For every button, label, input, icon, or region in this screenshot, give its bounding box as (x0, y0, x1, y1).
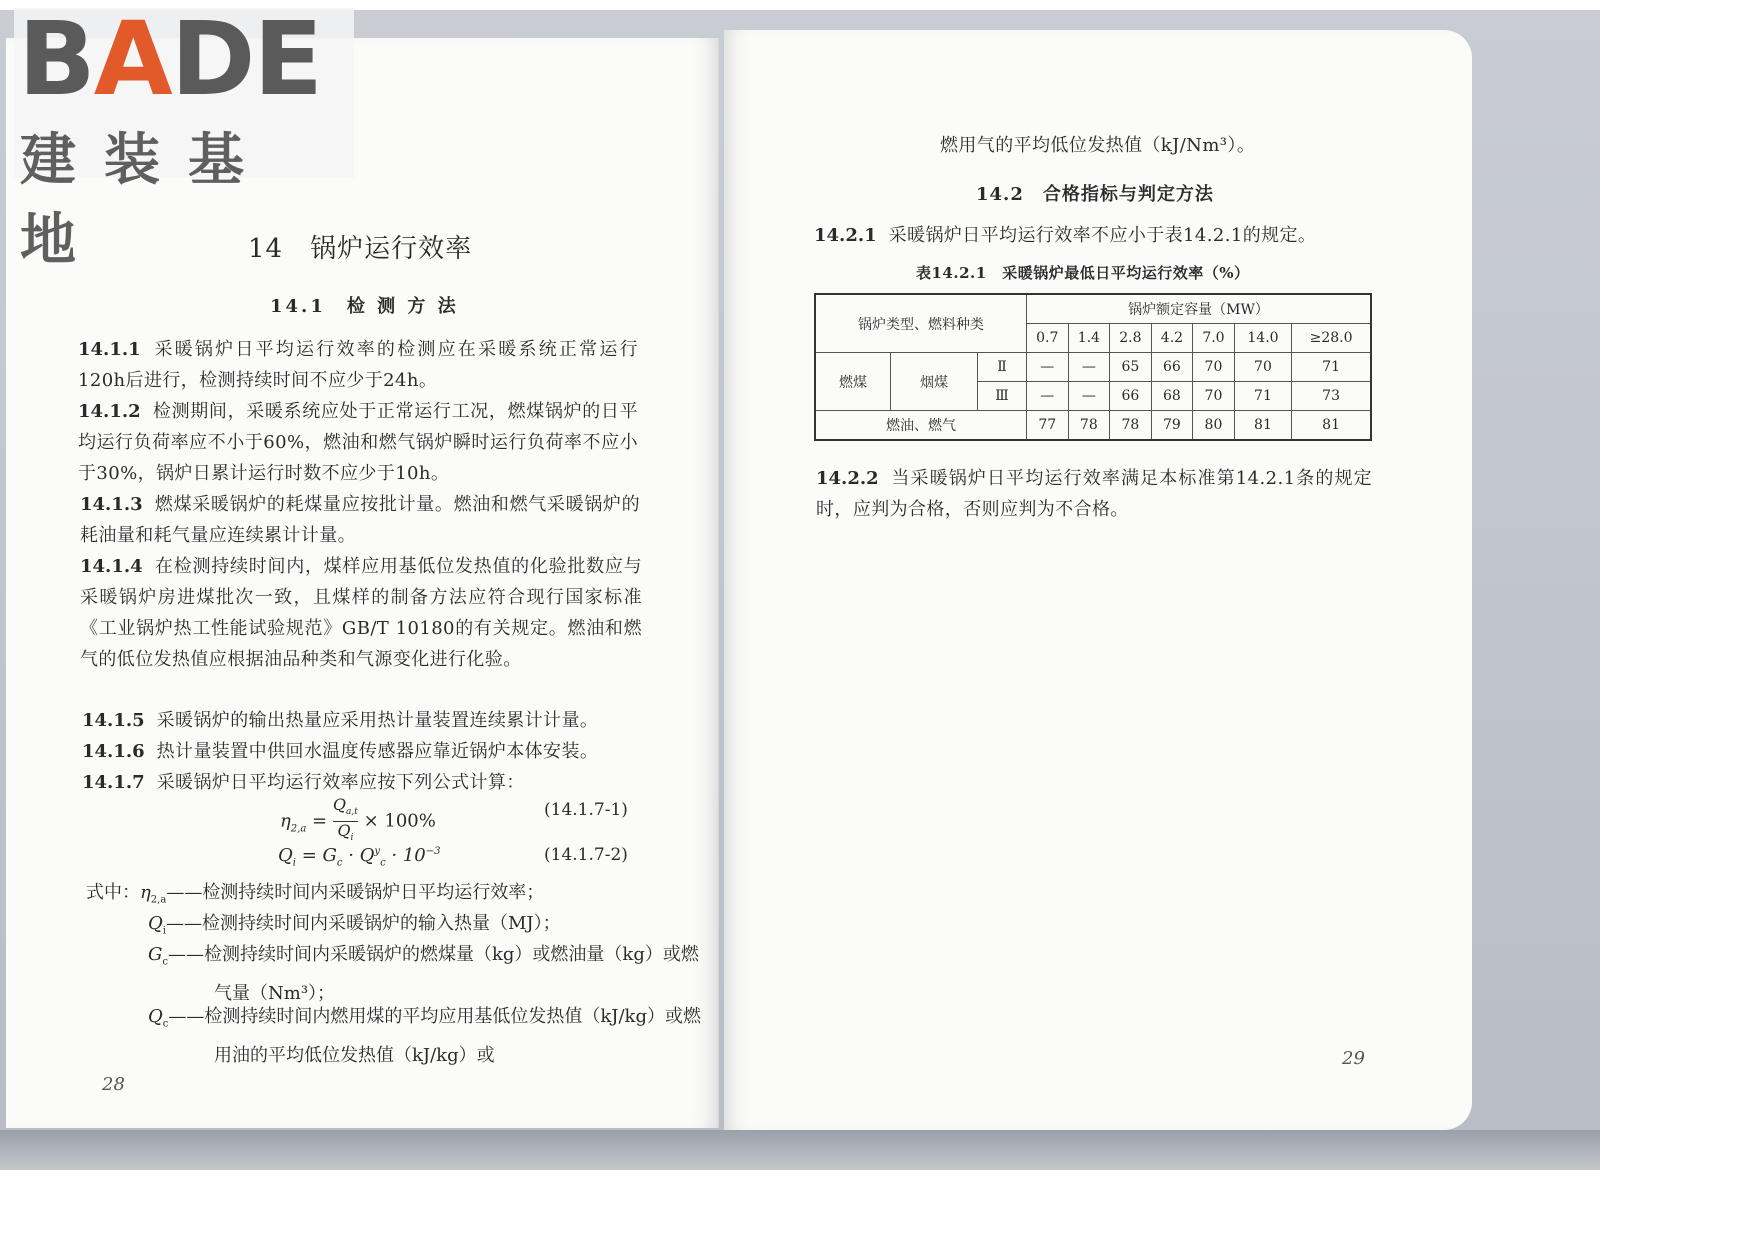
bituminous-label: 烟煤 (891, 353, 978, 411)
clause-14-1-5 (82, 705, 642, 736)
definition-gc (148, 939, 714, 1009)
formula-lhs-sub: 2,a (290, 823, 307, 835)
efficiency-table (814, 293, 1372, 441)
clause-number: 14.2.2 (816, 468, 879, 489)
table-header-row (815, 294, 1371, 324)
definition-text: ——检测持续时间内采暖锅炉日平均运行效率； (166, 882, 545, 903)
clause-number: 14.2.1 (814, 225, 877, 246)
definition-symbol-sub: i (162, 925, 166, 937)
bade-logo (14, 0, 354, 273)
value-cell: 78 (1110, 411, 1152, 441)
definition-symbol-sub: 2,a (150, 894, 167, 906)
clause-text: 燃煤采暖锅炉的耗煤量应按批计量。燃油和燃气采暖锅炉的耗油量和耗气量应连续累计计量。 (80, 494, 640, 546)
clause-14-2-1 (814, 220, 1374, 251)
clause-14-1-4 (80, 551, 642, 675)
value-cell: — (1027, 382, 1069, 411)
formula-rhs: × 100% (363, 810, 436, 832)
table-header-capacity: 锅炉额定容量（MW） (1027, 294, 1372, 324)
grade-cell: Ⅱ (978, 353, 1027, 382)
clause-text: 采暖锅炉日平均运行效率不应小于表14.2.1的规定。 (888, 225, 1317, 246)
formula-lhs: η (280, 810, 291, 832)
formula-fraction (333, 796, 358, 847)
capacity-cell: 2.8 (1110, 324, 1152, 353)
definition-text: ——检测持续时间内燃用煤的平均应用基低位发热值（kJ/kg）或燃用油的平均低位发热值（kJ/kg）或 (168, 1006, 701, 1066)
clause-text: 采暖锅炉的输出热量应采用热计量装置连续累计计量。 (156, 710, 599, 731)
oil-gas-label: 燃油、燃气 (815, 411, 1027, 441)
value-cell: — (1027, 353, 1069, 382)
definition-text: ——检测持续时间内采暖锅炉的输入热量（MJ）； (165, 913, 561, 934)
clause-14-1-6 (82, 736, 642, 767)
value-cell: 73 (1292, 382, 1371, 411)
logo-subtitle: 建装基地 (20, 128, 272, 273)
clause-number: 14.1.3 (80, 494, 143, 515)
clause-number: 14.1.1 (78, 339, 141, 360)
page-number-left: 28 (102, 1074, 125, 1095)
continued-definition-text: 燃用气的平均低位发热值（kJ/Nm³）。 (940, 135, 1256, 156)
page-number-right: 29 (1342, 1048, 1365, 1069)
clause-text: 当采暖锅炉日平均运行效率满足本标准第14.2.1条的规定时，应判为合格，否则应判为不合格。 (816, 468, 1372, 520)
where-prefix: 式中： (86, 882, 140, 903)
definition-symbol: Q (148, 1006, 163, 1027)
formula-efficiency: $\eta_{2,a}$ = $\frac{Q_{a,t}}{Q_i}$ × 100% (280, 796, 436, 847)
clause-number: 14.1.2 (78, 401, 141, 422)
value-cell: 68 (1151, 382, 1193, 411)
clause-number: 14.1.6 (82, 741, 145, 762)
clause-14-2-2 (816, 463, 1372, 525)
table-header-type: 锅炉类型、燃料种类 (815, 294, 1027, 353)
section-title-14-1: 14.1 检 测 方 法 (270, 296, 459, 317)
clause-14-1-7 (82, 767, 642, 798)
grade-cell: Ⅲ (978, 382, 1027, 411)
fraction-denominator-sub: i (350, 833, 354, 844)
scan-bottom-edge (0, 1130, 1600, 1170)
capacity-cell: 1.4 (1068, 324, 1110, 353)
definition-symbol-sub: c (162, 1018, 169, 1030)
coal-label: 燃煤 (815, 353, 891, 411)
clause-text: 采暖锅炉日平均运行效率的检测应在采暖系统正常运行120h后进行，检测持续时间不应少于24h。 (78, 339, 638, 391)
chapter-title: 14 锅炉运行效率 (248, 234, 473, 264)
value-cell: 70 (1234, 353, 1291, 382)
clause-number: 14.1.5 (82, 710, 145, 731)
capacity-cell: 4.2 (1151, 324, 1193, 353)
fraction-denominator: Q (337, 821, 351, 841)
clause-14-1-3 (80, 489, 640, 551)
capacity-cell: 7.0 (1193, 324, 1235, 353)
value-cell: 78 (1068, 411, 1110, 441)
table-title: 表14.2.1 采暖锅炉最低日平均运行效率（%） (916, 264, 1250, 282)
formula-label-1: (14.1.7-1) (544, 800, 628, 820)
clause-number: 14.1.7 (82, 772, 145, 793)
value-cell: 70 (1193, 382, 1235, 411)
value-cell: — (1068, 353, 1110, 382)
definition-symbol-sub: c (162, 956, 168, 968)
section-title-14-2: 14.2 合格指标与判定方法 (976, 184, 1214, 205)
value-cell: 81 (1234, 411, 1291, 441)
definition-qc (148, 1001, 714, 1071)
clause-text: 采暖锅炉日平均运行效率应按下列公式计算： (156, 772, 525, 793)
definition-symbol: η (140, 882, 151, 903)
logo-brand: BADE (18, 0, 322, 119)
value-cell: 81 (1292, 411, 1371, 441)
clause-text: 热计量装置中供回水温度传感器应靠近锅炉本体安装。 (156, 741, 599, 762)
clause-14-1-2 (78, 396, 638, 489)
formula-label-2: (14.1.7-2) (544, 845, 628, 865)
value-cell: 71 (1292, 353, 1371, 382)
value-cell: 77 (1027, 411, 1069, 441)
fraction-numerator-sub: a,t (345, 807, 358, 818)
fraction-numerator: Q (332, 795, 346, 814)
value-cell: 65 (1110, 353, 1152, 382)
definition-symbol: Q (148, 913, 163, 934)
table-row (815, 353, 1371, 382)
clause-14-1-1 (78, 334, 638, 396)
definition-symbol: G (148, 944, 163, 965)
clause-text: 在检测持续时间内，煤样应用基低位发热值的化验批数应与采暖锅炉房进煤批次一致，且煤样的制备方法应符合现行国家标准《工业锅炉热工性能试验规范》GB/T 10180的有关规定。燃油和燃气的低位发热值应根据油品种类和气源变化进行化验。 (80, 556, 642, 670)
capacity-cell: 0.7 (1027, 324, 1069, 353)
value-cell: 79 (1151, 411, 1193, 441)
value-cell: 66 (1110, 382, 1152, 411)
value-cell: 71 (1234, 382, 1291, 411)
clause-number: 14.1.4 (80, 556, 143, 577)
formula-input-heat: $Q_i = G_c \cdot Q^y_c \cdot 10^{-3}$ (278, 845, 441, 869)
capacity-cell: ≥28.0 (1292, 324, 1371, 353)
table-row (815, 411, 1371, 441)
value-cell: 80 (1193, 411, 1235, 441)
definition-text: ——检测持续时间内采暖锅炉的燃煤量（kg）或燃油量（kg）或燃气量（Nm³）； (168, 944, 699, 1004)
capacity-cell: 14.0 (1234, 324, 1291, 353)
value-cell: 70 (1193, 353, 1235, 382)
value-cell: — (1068, 382, 1110, 411)
clause-text: 检测期间，采暖系统应处于正常运行工况，燃煤锅炉的日平均运行负荷率应不小于60%，燃油和燃气锅炉瞬时运行负荷率不应小于30%，锅炉日累计运行时数不应少于10h。 (78, 401, 638, 484)
value-cell: 66 (1151, 353, 1193, 382)
